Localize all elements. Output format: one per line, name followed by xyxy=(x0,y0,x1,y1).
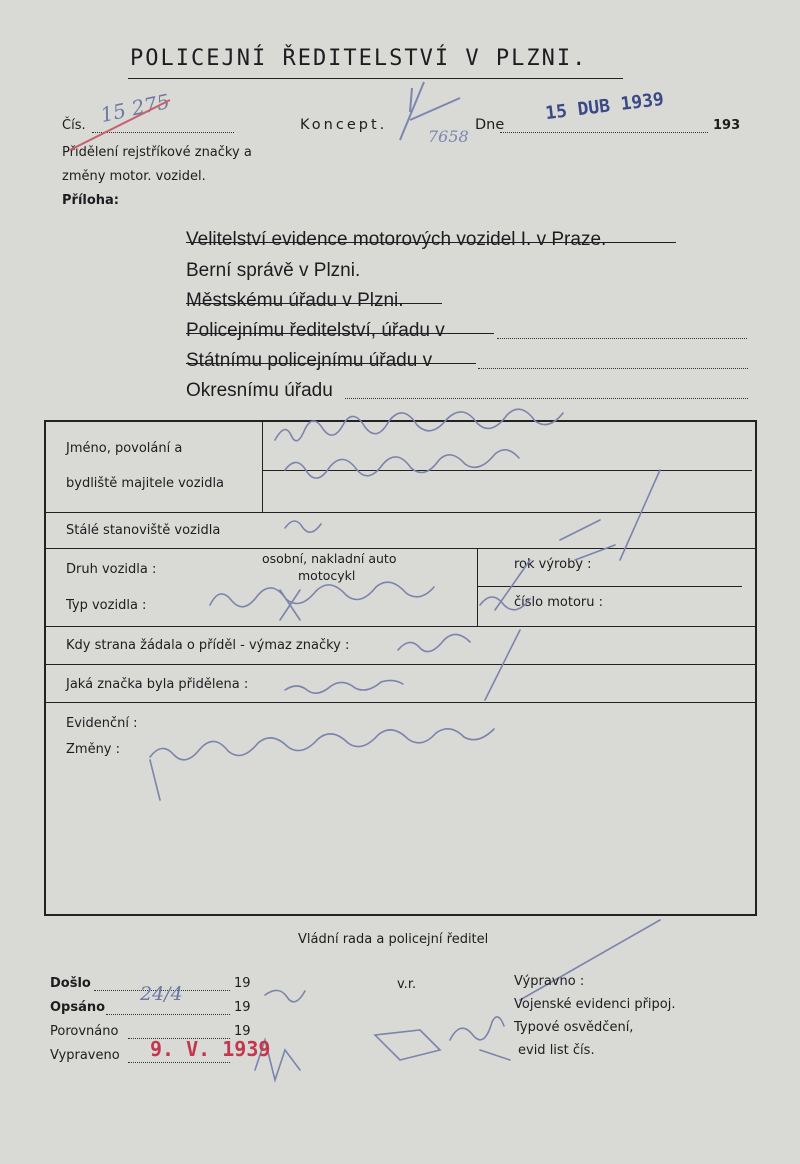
document-title: POLICEJNÍ ŘEDITELSTVÍ V PLZNI. xyxy=(130,46,588,71)
owner-label-1: Jméno, povolání a xyxy=(66,441,183,456)
opsano-label: Opsáno xyxy=(50,1000,106,1015)
subject-line-1: Přidělení rejstříkové značky a xyxy=(62,145,252,160)
opsano-dotted-line xyxy=(106,1014,230,1015)
subject-line-2: změny motor. vozidel. xyxy=(62,169,206,184)
cis-handwritten-number: 15 275 xyxy=(98,88,172,128)
vypraveno-dotted-line xyxy=(128,1062,230,1063)
evidencni-label: Evidenční : xyxy=(66,716,138,731)
stanoviste-label: Stálé stanoviště vozidla xyxy=(66,523,221,538)
recipient-4: Policejnímu ředitelství, úřadu v xyxy=(186,320,445,341)
vypraveno-label: Vypraveno xyxy=(50,1048,120,1063)
recipient-2: Berní správě v Plzni. xyxy=(186,260,361,281)
evid-list-label: evid list čís. xyxy=(518,1043,595,1058)
cis-label: Čís. xyxy=(62,118,86,133)
zmeny-label: Změny : xyxy=(66,742,121,757)
typove-osvedceni-label: Typové osvědčení, xyxy=(514,1020,634,1035)
svg-text:7658: 7658 xyxy=(428,127,469,146)
signature-title: Vládní rada a policejní ředitel xyxy=(298,932,489,947)
recipient-1: Velitelství evidence motorových vozidel I. v Praze. xyxy=(186,229,607,250)
recipient-6: Okresnímu úřadu xyxy=(186,380,333,401)
vypraveno-red-stamp: 9. V. 1939 xyxy=(150,1037,271,1061)
porovnano-label: Porovnáno xyxy=(50,1024,119,1039)
vr-mark: v.r. xyxy=(397,977,417,992)
opsano-year-prefix: 19 xyxy=(234,1000,251,1015)
vypravno-label: Výpravno : xyxy=(514,974,585,989)
porovnano-year-prefix: 19 xyxy=(234,1024,251,1039)
date-stamp: 15 DUB 1939 xyxy=(544,88,666,125)
motor-label: číslo motoru : xyxy=(514,595,603,610)
druh-options-2: motocykl xyxy=(298,568,356,583)
recipient-3: Městskému úřadu v Plzni. xyxy=(186,290,404,311)
owner-label-2: bydliště majitele vozidla xyxy=(66,476,225,491)
priloha-label: Příloha: xyxy=(62,193,120,208)
typ-label: Typ vozidla : xyxy=(66,598,147,613)
rok-label: rok výroby : xyxy=(514,557,592,572)
doslo-year-prefix: 19 xyxy=(234,976,251,991)
doslo-label: Došlo xyxy=(50,976,91,991)
koncept-label: Koncept. xyxy=(300,117,388,133)
kdy-label: Kdy strana žádala o příděl - výmaz značky : xyxy=(66,638,350,653)
znacka-label: Jaká značka byla přidělena : xyxy=(66,677,249,692)
year-suffix: 193 xyxy=(713,118,741,133)
druh-label: Druh vozidla : xyxy=(66,562,157,577)
recipient-5: Státnímu policejnímu úřadu v xyxy=(186,350,433,371)
dne-label: Dne xyxy=(475,117,505,133)
druh-options-1: osobní, nakladní auto xyxy=(262,551,397,566)
vojenske-evidenci-label: Vojenské evidenci připoj. xyxy=(514,997,676,1012)
opsano-handwritten-date: 24/4 xyxy=(140,983,183,1005)
